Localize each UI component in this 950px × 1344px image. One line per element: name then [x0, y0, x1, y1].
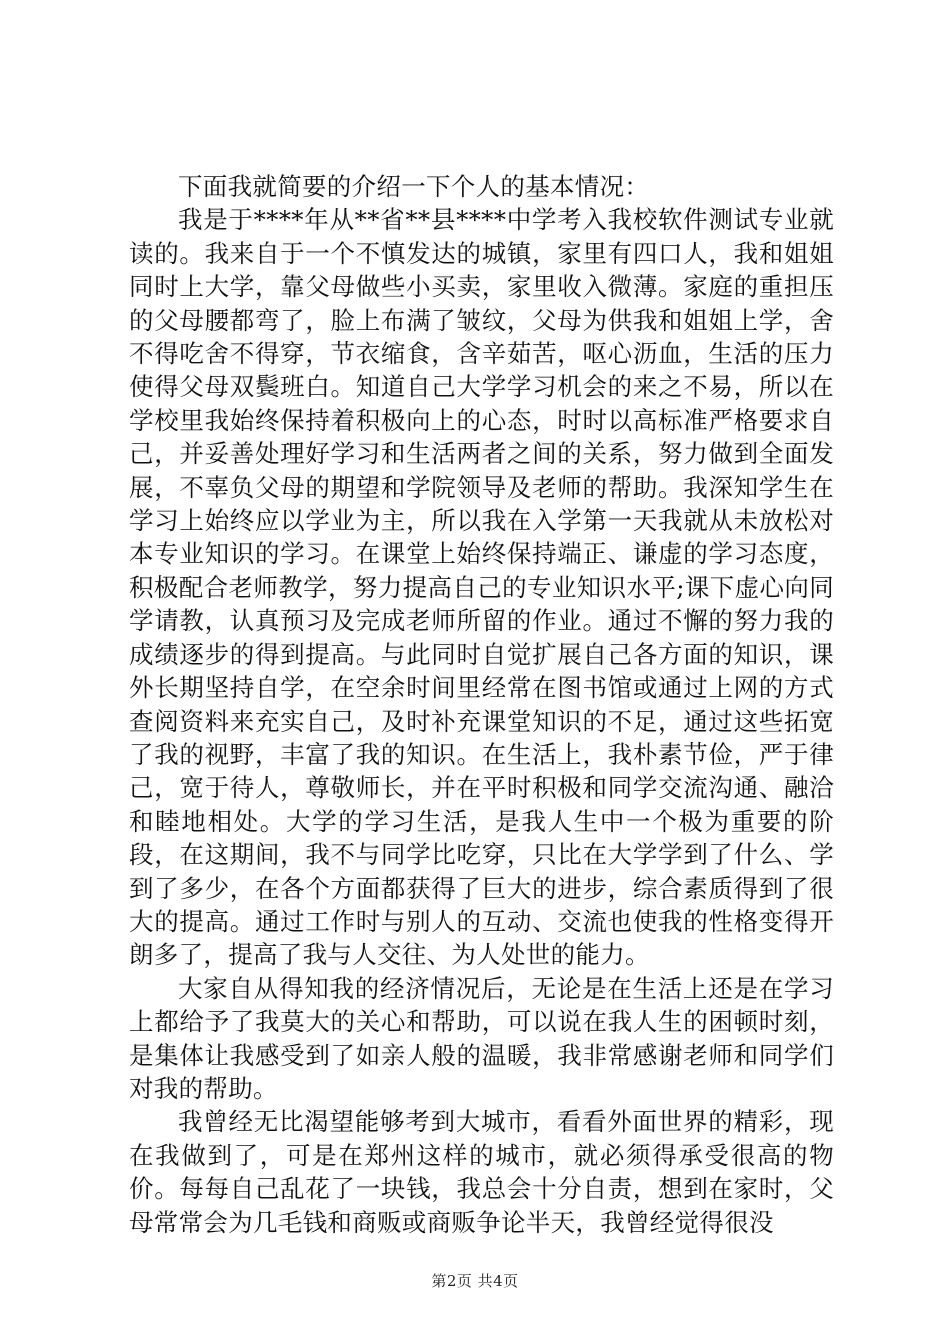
paragraph-gratitude: 大家自从得知我的经济情况后，无论是在生活上还是在学习上都给予了我莫大的关心和帮助，可以说在我人生的困顿时刻，是集体让我感受到了如亲人般的温暖，我非常感谢老师和同学们对我的帮助。 — [129, 973, 834, 1103]
paragraph-background: 我是于****年从**省**县****中学考入我校软件测试专业就读的。我来自于一个不慎发达的城镇，家里有四口人，我和姐姐同时上大学，靠父母做些小买卖，家里收入微薄。家庭的重担压的父母腰都弯了，脸上布满了皱纹，父母为供我和姐姐上学，舍不得吃舍不得穿，节衣缩食，含辛茹苦，呕心沥血，生活的压力使得父母双鬓班白。知道自己大学学习机会的来之不易，所以在学校里我始终保持着积极向上的心态，时时以高标准严格要求自己，并妥善处理好学习和生活两者之间的关系，努力做到全面发展，不辜负父母的期望和学院领导及老师的帮助。我深知学生在学习上始终应以学业为主，所以我在入学第一天我就从未放松对本专业知识的学习。在课堂上始终保持端正、谦虚的学习态度，积极配合老师教学，努力提高自己的专业知识水平;课下虚心向同学请教，认真预习及完成老师所留的作业。通过不懈的努力我的成绩逐步的得到提高。与此同时自觉扩展自己各方面的知识，课外长期坚持自学，在空余时间里经常在图书馆或通过上网的方式查阅资料来充实自己，及时补充课堂知识的不足，通过这些拓宽了我的视野，丰富了我的知识。在生活上，我朴素节俭，严于律己，宽于待人，尊敬师长，并在平时积极和同学交流沟通、融洽和睦地相处。大学的学习生活，是我人生中一个极为重要的阶段，在这期间，我不与同学比吃穿，只比在大学学到了什么、学到了多少，在各个方面都获得了巨大的进步，综合素质得到了很大的提高。通过工作时与别人的互动、交流也使我的性格变得开朗多了，提高了我与人交往、为人处世的能力。 — [129, 205, 834, 970]
page-number-footer: 第2页 共4页 — [431, 1272, 519, 1290]
paragraph-intro: 下面我就简要的介绍一下个人的基本情况： — [178, 172, 650, 201]
document-body — [129, 170, 834, 1239]
paragraph-city-life: 我曾经无比渴望能够考到大城市，看看外面世界的精彩，现在我做到了，可是在郑州这样的城市，就必须得承受很高的物价。每每自己乱花了一块钱，我总会十分自责，想到在家时，父母常常会为几毛钱和商贩或商贩争论半天，我曾经觉得很没 — [129, 1107, 834, 1237]
